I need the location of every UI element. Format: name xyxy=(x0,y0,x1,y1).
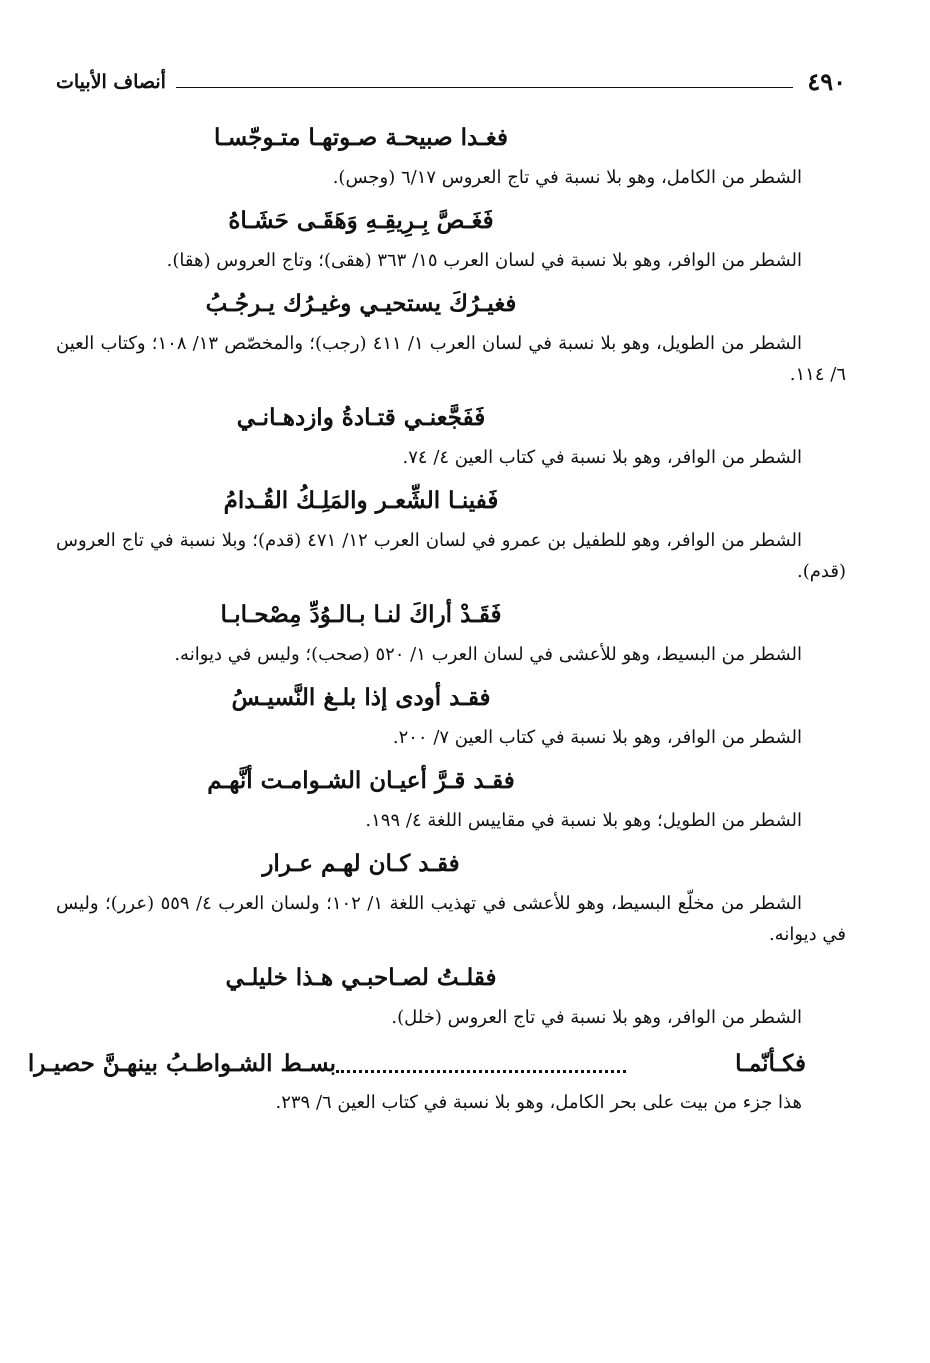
verse: فَفينـا الشِّعـر والمَلِـكُ القُـدامُ xyxy=(223,487,499,514)
entry xyxy=(56,201,846,276)
verse-note: الشطر من الطويل، وهو بلا نسبة في لسان العرب ١/ ٤١١ (رجب)؛ والمخصّص ١٣/ ١٠٨؛ وكتاب العين ٦/ ١١٤. xyxy=(56,333,846,385)
entry xyxy=(56,595,846,670)
page-header xyxy=(56,62,846,96)
verse: فقـد قـرَّ أعيـان الشـوامـت أنَّهـم xyxy=(207,767,515,794)
verse-note: الشطر من الطويل؛ وهو بلا نسبة في مقاييس اللغة ٤/ ١٩٩. xyxy=(365,810,802,831)
verse-second-hemistich: بسـط الشـواطـبُ بينهـنَّ حصيـرا xyxy=(27,1049,336,1077)
verse-note: الشطر من الوافر، وهو بلا نسبة في لسان العرب ١٥/ ٣٦٣ (هقى)؛ وتاج العروس (هقا). xyxy=(166,250,802,271)
entries-list xyxy=(27,118,846,1118)
header-rule xyxy=(176,86,793,88)
verse-note: الشطر من الوافر، وهو بلا نسبة في تاج العروس (خلل). xyxy=(391,1007,802,1028)
full-verse-line xyxy=(27,1041,846,1085)
verse-first-hemistich: فكـأنّمـا xyxy=(735,1049,806,1077)
verse-note: الشطر من الوافر، وهو بلا نسبة في كتاب العين ٧/ ٢٠٠. xyxy=(392,727,802,748)
verse: فَقَـدْ أراكَ لنـا بـالـوُدِّ مِصْحـابـا xyxy=(220,601,502,628)
page-number: ٤٩٠ xyxy=(807,67,846,96)
entry xyxy=(56,958,846,1033)
verse: فقلـتُ لصـاحبـي هـذا خليلـي xyxy=(225,964,497,991)
verse: فغـدا صبيحـة صـوتهـا متـوجّسـا xyxy=(214,124,508,151)
entry xyxy=(56,398,846,473)
verse-note: الشطر من الوافر، وهو للطفيل بن عمرو في لسان العرب ١٢/ ٤٧١ (قدم)؛ وبلا نسبة في تاج العروس (قدم). xyxy=(56,530,846,582)
verse: فقـد أودى إذا بلـغ النَّسيـسُ xyxy=(231,684,491,711)
entry xyxy=(56,118,846,193)
dotted-leader xyxy=(336,1068,626,1073)
verse: فَغَـصَّ بِـرِيقِـهِ وَهَقَـى حَشَـاهُ xyxy=(228,207,494,234)
verse: فقـد كـان لهـم عـرار xyxy=(262,850,460,877)
entry xyxy=(56,284,846,390)
entry xyxy=(56,678,846,753)
verse-note: هذا جزء من بيت على بحر الكامل، وهو بلا نسبة في كتاب العين ٦/ ٢٣٩. xyxy=(275,1092,802,1113)
verse-note: الشطر من الكامل، وهو بلا نسبة في تاج العروس ٦/١٧ (وجس). xyxy=(332,167,802,188)
verse-note: الشطر من الوافر، وهو بلا نسبة في كتاب العين ٤/ ٧٤. xyxy=(402,447,802,468)
running-title: أنصاف الأبيات xyxy=(56,71,166,93)
entry xyxy=(56,844,846,950)
verse-note: الشطر من البسيط، وهو للأعشى في لسان العرب ١/ ٥٢٠ (صحب)؛ وليس في ديوانه. xyxy=(174,644,802,665)
entry xyxy=(56,481,846,587)
entry xyxy=(56,761,846,836)
verse-note: الشطر من مخلّع البسيط، وهو للأعشى في تهذيب اللغة ١/ ١٠٢؛ ولسان العرب ٤/ ٥٥٩ (عرر)؛ وليس في ديوانه. xyxy=(56,893,846,945)
verse: فَفَجَّعنـي قتـادةُ وازدهـانـي xyxy=(236,404,486,431)
verse: فغيـرُكَ يستحيـي وغيـرُك يـرجُـبُ xyxy=(205,290,517,317)
